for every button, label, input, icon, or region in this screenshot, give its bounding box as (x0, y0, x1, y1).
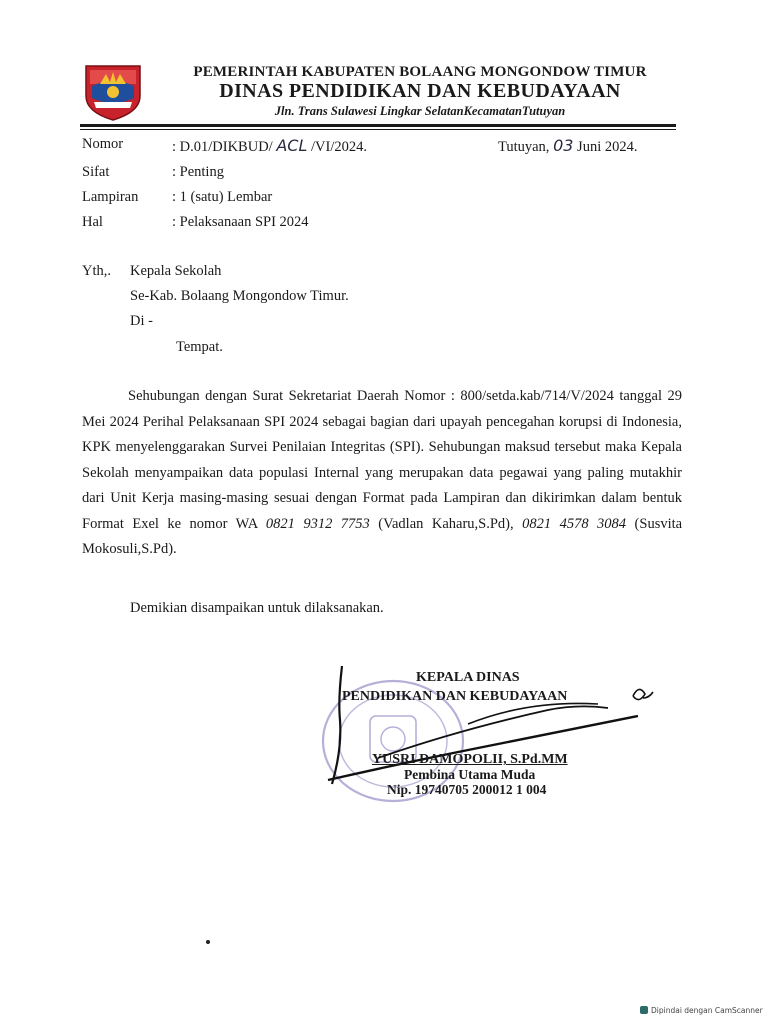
letterhead-rule-thin (80, 129, 676, 130)
recipient-line4: Tempat. (176, 339, 223, 355)
header-address: Jln. Trans Sulawesi Lingkar SelatanKecamatanTutuyan (274, 104, 566, 118)
body-text: Sehubungan dengan Surat Sekretariat Daerah Nomor : 800/setda.kab/714/V/2024 tanggal 29 Mei 2024 Perihal Pelaksanaan SPI 2024 sebagai bagian dari upayah pencegahan korupsi di Indonesia, KPK menyelenggarakan Survei Penilaian Integritas (SPI). Sehubungan maksud tersebut maka Kepala Sekolah menyampaikan data populasi Internal yang merupakan data pegawai yang paling mutakhir dari Unit Kerja masing-masing sesuai dengan Format pada Lampiran dan dikirimkan dalam bentuk Format Exel ke nomor WA (82, 388, 682, 532)
contact-2: (Susvita Mokosuli,S.Pd). (82, 515, 683, 557)
recipient-salutation: Yth,. (82, 263, 111, 279)
date-handwritten: 03 (553, 136, 574, 155)
scanner-text: Dipindai dengan CamScanner (651, 1006, 763, 1015)
body-paragraph (82, 384, 682, 563)
nomor-label: Nomor (82, 136, 124, 152)
hal-value: : Pelaksanaan SPI 2024 (172, 214, 309, 230)
header-department-name: DINAS PENDIDIKAN DAN KEBUDAYAAN (219, 80, 621, 102)
contact-1: (Vadlan Kaharu,S.Pd), (378, 515, 514, 532)
date-prefix: Tutuyan, (498, 139, 550, 155)
recipient-line2: Se-Kab. Bolaang Mongondow Timur. (130, 288, 349, 304)
phone-number-1: 0821 9312 7753 (265, 515, 370, 532)
sifat-label: Sifat (82, 164, 110, 180)
recipient-line3: Di - (130, 313, 153, 329)
nomor-suffix: /VI/2024. (310, 139, 367, 155)
regency-crest-icon (80, 62, 146, 122)
camscanner-icon (640, 1006, 648, 1014)
header-government-name: PEMERINTAH KABUPATEN BOLAANG MONGONDOW TIMUR (193, 64, 647, 80)
closing-sentence: Demikian disampaikan untuk dilaksanakan. (130, 600, 384, 616)
hal-label: Hal (82, 214, 103, 230)
date-suffix: Juni 2024. (577, 139, 638, 155)
letterhead-rule-thick (80, 124, 676, 127)
lampiran-value: : 1 (satu) Lembar (172, 189, 273, 205)
ink-speck (206, 940, 210, 944)
signature-title-1: KEPALA DINAS (416, 670, 520, 685)
signature-title-2: PENDIDIKAN DAN KEBUDAYAAN (342, 689, 568, 704)
recipient-line1: Kepala Sekolah (130, 263, 222, 279)
nomor-handwritten: ACL (276, 136, 308, 155)
signatory-rank: Pembina Utama Muda (404, 767, 536, 782)
signatory-nip: Nip. 19740705 200012 1 004 (387, 782, 547, 797)
sifat-value: : Penting (172, 164, 224, 180)
phone-number-2: 0821 4578 3084 (522, 515, 627, 532)
lampiran-label: Lampiran (82, 189, 139, 205)
scanner-watermark (640, 1006, 763, 1015)
signatory-name: YUSRI DAMOPOLII, S.Pd.MM (372, 752, 568, 767)
nomor-value (172, 136, 367, 156)
nomor-prefix: : D.01/DIKBUD/ (172, 139, 273, 155)
letter-date (498, 136, 637, 156)
